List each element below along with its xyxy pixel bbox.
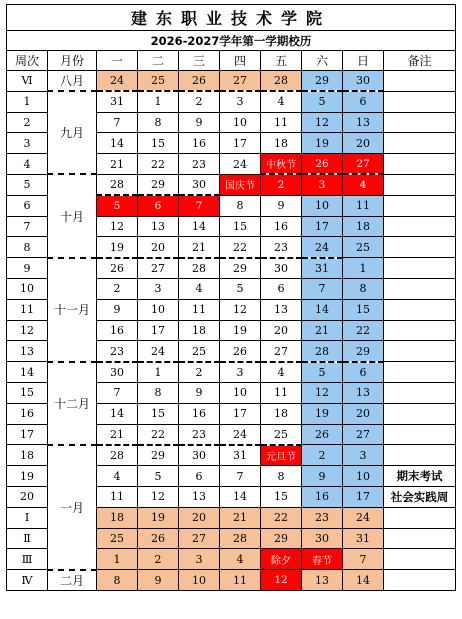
day-cell: 28 [97,445,138,466]
day-cell: 16 [179,403,220,424]
day-cell: 27 [179,528,220,549]
day-cell: 13 [138,216,179,237]
day-cell: 27 [343,424,384,445]
day-cell: 8 [138,112,179,133]
day-cell: 22 [220,237,261,258]
week-note [384,424,456,445]
day-cell: 4 [261,362,302,383]
day-cell: 24 [138,341,179,362]
week-number: Ⅵ [7,71,48,92]
week-note [384,112,456,133]
week-note [384,445,456,466]
day-cell: 5 [302,362,343,383]
header-sun: 日 [343,51,384,71]
day-cell: 16 [261,216,302,237]
day-cell: 23 [97,341,138,362]
week-number: Ⅲ [7,549,48,570]
day-cell: 9 [179,382,220,403]
week-note [384,154,456,175]
day-cell: 22 [343,320,384,341]
holiday-label: 除夕 [261,549,302,570]
day-cell: 7 [343,549,384,570]
day-cell: 24 [220,154,261,175]
week-note: 社会实践周 [384,486,456,507]
week-note [384,195,456,216]
week-number: 8 [7,237,48,258]
week-number: 10 [7,278,48,299]
day-cell: 29 [343,341,384,362]
week-note [384,382,456,403]
day-cell: 29 [220,258,261,279]
day-cell: 5 [220,278,261,299]
week-note [384,133,456,154]
month-label: 九月 [48,91,97,174]
day-cell: 6 [179,466,220,487]
day-cell: 9 [261,195,302,216]
week-number: 14 [7,362,48,383]
day-cell: 30 [343,71,384,92]
day-cell: 20 [179,507,220,528]
day-cell: 18 [179,320,220,341]
day-cell: 14 [343,570,384,591]
week-row [7,570,456,591]
week-number: Ⅳ [7,570,48,591]
week-note [384,403,456,424]
day-cell: 28 [97,174,138,195]
day-cell: 30 [179,174,220,195]
day-cell: 20 [138,237,179,258]
holiday-label: 元旦节 [261,445,302,466]
day-cell: 8 [138,382,179,403]
week-note [384,258,456,279]
week-number: 13 [7,341,48,362]
day-cell: 11 [97,486,138,507]
header-wed: 三 [179,51,220,71]
week-row [7,174,456,195]
day-cell: 13 [343,382,384,403]
month-label: 一月 [48,445,97,570]
day-cell: 2 [179,362,220,383]
day-cell: 25 [343,237,384,258]
week-number: 20 [7,486,48,507]
header-sat: 六 [302,51,343,71]
week-note [384,320,456,341]
week-number: 1 [7,91,48,112]
day-cell: 21 [97,154,138,175]
day-cell: 19 [302,133,343,154]
day-cell: 23 [179,424,220,445]
week-number: 5 [7,174,48,195]
day-cell: 16 [302,486,343,507]
day-cell: 22 [138,424,179,445]
month-label: 十一月 [48,258,97,362]
day-cell: 2 [179,91,220,112]
day-cell: 19 [138,507,179,528]
day-cell: 31 [220,445,261,466]
day-cell: 20 [343,133,384,154]
day-cell: 28 [220,528,261,549]
day-cell: 18 [343,216,384,237]
day-cell: 1 [138,91,179,112]
day-cell: 19 [302,403,343,424]
day-cell: 29 [302,71,343,92]
day-cell: 8 [97,570,138,591]
day-cell: 18 [97,507,138,528]
day-cell: 29 [138,445,179,466]
week-number: 18 [7,445,48,466]
day-cell: 24 [343,507,384,528]
day-cell: 24 [220,424,261,445]
week-note [384,237,456,258]
header-fri: 五 [261,51,302,71]
month-label: 十月 [48,174,97,257]
day-cell: 14 [97,403,138,424]
day-cell: 9 [179,112,220,133]
day-cell: 28 [179,258,220,279]
week-row [7,362,456,383]
day-cell: 14 [179,216,220,237]
day-cell: 13 [343,112,384,133]
day-cell: 17 [343,486,384,507]
week-number: 11 [7,299,48,320]
day-cell: 20 [261,320,302,341]
day-cell: 26 [179,71,220,92]
day-cell: 1 [97,549,138,570]
day-cell: 2 [261,174,302,195]
day-cell: 11 [179,299,220,320]
week-note [384,299,456,320]
week-note [384,91,456,112]
day-cell: 15 [261,486,302,507]
day-cell: 18 [261,403,302,424]
week-number: 15 [7,382,48,403]
day-cell: 24 [97,71,138,92]
day-cell: 6 [261,278,302,299]
day-cell: 10 [343,466,384,487]
week-note [384,549,456,570]
day-cell: 12 [138,486,179,507]
day-cell: 9 [302,466,343,487]
day-cell: 31 [97,91,138,112]
day-cell: 26 [138,528,179,549]
holiday-label: 春节 [302,549,343,570]
week-number: 12 [7,320,48,341]
month-label: 二月 [48,570,97,591]
day-cell: 10 [220,382,261,403]
week-number: 6 [7,195,48,216]
week-note [384,71,456,92]
day-cell: 12 [302,112,343,133]
day-cell: 10 [220,112,261,133]
day-cell: 6 [343,91,384,112]
day-cell: 21 [179,237,220,258]
day-cell: 17 [302,216,343,237]
day-cell: 9 [138,570,179,591]
week-number: 19 [7,466,48,487]
day-cell: 13 [179,486,220,507]
day-cell: 11 [261,382,302,403]
day-cell: 11 [261,112,302,133]
day-cell: 12 [220,299,261,320]
day-cell: 1 [138,362,179,383]
day-cell: 8 [220,195,261,216]
day-cell: 5 [138,466,179,487]
day-cell: 17 [220,403,261,424]
day-cell: 10 [179,570,220,591]
day-cell: 13 [302,570,343,591]
day-cell: 22 [138,154,179,175]
holiday-label: 国庆节 [220,174,261,195]
day-cell: 3 [302,174,343,195]
day-cell: 25 [179,341,220,362]
day-cell: 28 [302,341,343,362]
day-cell: 8 [261,466,302,487]
day-cell: 16 [179,133,220,154]
week-row [7,71,456,92]
day-cell: 21 [220,507,261,528]
day-cell: 11 [220,570,261,591]
week-number: Ⅱ [7,528,48,549]
day-cell: 17 [138,320,179,341]
day-cell: 14 [220,486,261,507]
week-note [384,507,456,528]
week-note [384,570,456,591]
day-cell: 3 [220,91,261,112]
holiday-label: 中秋节 [261,154,302,175]
week-number: 17 [7,424,48,445]
day-cell: 2 [138,549,179,570]
header-mon: 一 [97,51,138,71]
day-cell: 25 [261,424,302,445]
month-label: 十二月 [48,362,97,445]
day-cell: 13 [261,299,302,320]
day-cell: 29 [138,174,179,195]
day-cell: 25 [138,71,179,92]
month-label: 八月 [48,71,97,92]
day-cell: 21 [302,320,343,341]
day-cell: 25 [97,528,138,549]
day-cell: 4 [261,91,302,112]
day-cell: 12 [97,216,138,237]
week-row [7,258,456,279]
day-cell: 12 [261,570,302,591]
day-cell: 27 [343,154,384,175]
day-cell: 3 [343,445,384,466]
day-cell: 9 [97,299,138,320]
header-thu: 四 [220,51,261,71]
week-number: 2 [7,112,48,133]
day-cell: 18 [261,133,302,154]
week-number: Ⅰ [7,507,48,528]
week-number: 4 [7,154,48,175]
day-cell: 23 [261,237,302,258]
header-notes: 备注 [384,51,456,71]
day-cell: 10 [302,195,343,216]
week-note [384,216,456,237]
day-cell: 30 [261,258,302,279]
day-cell: 26 [97,258,138,279]
day-cell: 28 [261,71,302,92]
day-cell: 19 [97,237,138,258]
day-cell: 10 [138,299,179,320]
day-cell: 8 [343,278,384,299]
day-cell: 7 [97,112,138,133]
day-cell: 15 [138,403,179,424]
day-cell: 27 [261,341,302,362]
day-cell: 24 [302,237,343,258]
day-cell: 16 [97,320,138,341]
week-note [384,341,456,362]
day-cell: 3 [220,362,261,383]
day-cell: 4 [343,174,384,195]
day-cell: 6 [138,195,179,216]
week-note [384,278,456,299]
day-cell: 12 [302,382,343,403]
day-cell: 29 [261,528,302,549]
day-cell: 4 [220,549,261,570]
day-cell: 2 [97,278,138,299]
day-cell: 19 [220,320,261,341]
day-cell: 1 [343,258,384,279]
day-cell: 7 [302,278,343,299]
day-cell: 5 [97,195,138,216]
day-cell: 3 [179,549,220,570]
week-note [384,362,456,383]
day-cell: 11 [343,195,384,216]
day-cell: 26 [302,154,343,175]
day-cell: 27 [138,258,179,279]
school-calendar-table [6,4,456,591]
day-cell: 6 [343,362,384,383]
week-number: 16 [7,403,48,424]
week-number: 9 [7,258,48,279]
day-cell: 30 [302,528,343,549]
day-cell: 20 [343,403,384,424]
day-cell: 30 [97,362,138,383]
header-tue: 二 [138,51,179,71]
calendar-subtitle: 2026-2027学年第一学期校历 [7,31,456,51]
week-row [7,445,456,466]
day-cell: 7 [97,382,138,403]
week-row [7,91,456,112]
week-number: 7 [7,216,48,237]
day-cell: 21 [97,424,138,445]
week-note [384,528,456,549]
day-cell: 26 [220,341,261,362]
header-week: 周次 [7,51,48,71]
day-cell: 23 [179,154,220,175]
day-cell: 23 [302,507,343,528]
day-cell: 30 [179,445,220,466]
day-cell: 31 [302,258,343,279]
day-cell: 17 [220,133,261,154]
day-cell: 2 [302,445,343,466]
day-cell: 3 [138,278,179,299]
week-number: 3 [7,133,48,154]
day-cell: 22 [261,507,302,528]
week-note [384,174,456,195]
header-month: 月份 [48,51,97,71]
day-cell: 4 [97,466,138,487]
calendar-title: 建东职业技术学院 [7,5,456,31]
day-cell: 7 [179,195,220,216]
day-cell: 14 [302,299,343,320]
day-cell: 15 [220,216,261,237]
week-note: 期末考试 [384,466,456,487]
day-cell: 7 [220,466,261,487]
day-cell: 27 [220,71,261,92]
day-cell: 14 [97,133,138,154]
day-cell: 4 [179,278,220,299]
day-cell: 5 [302,91,343,112]
day-cell: 31 [343,528,384,549]
day-cell: 26 [302,424,343,445]
day-cell: 15 [343,299,384,320]
day-cell: 15 [138,133,179,154]
